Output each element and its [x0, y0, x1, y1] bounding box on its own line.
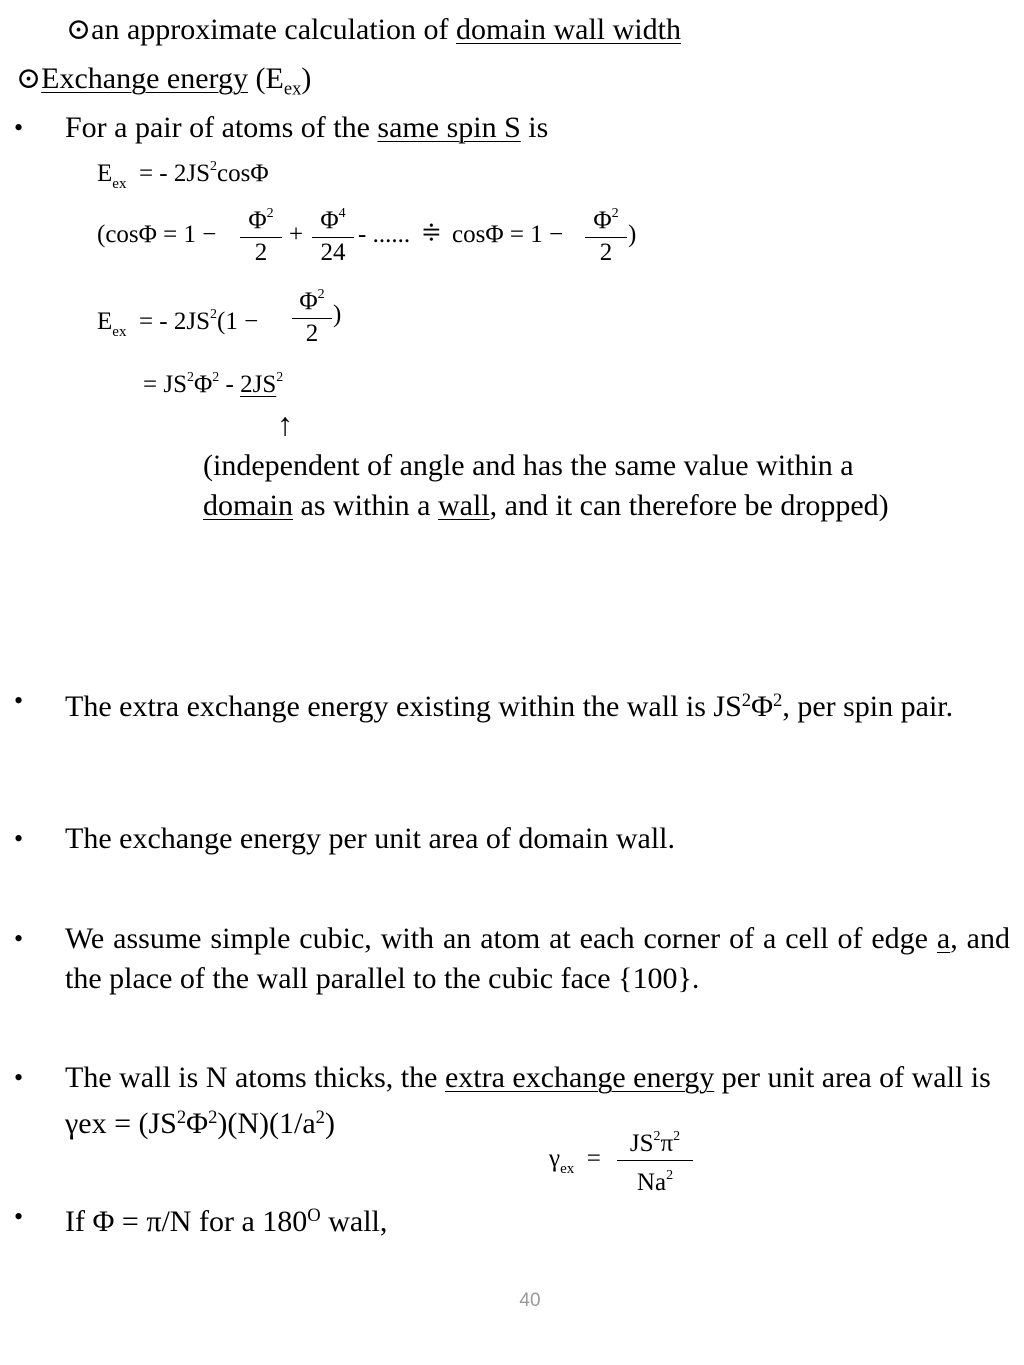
gamma-symbol: γ	[549, 1145, 561, 1172]
frac-denominator: Na	[636, 1169, 667, 1196]
eq-gamma-lhs	[549, 1144, 601, 1184]
text-segment: The extra exchange energy existing within the wall is JS	[65, 690, 742, 724]
bullet-marker: •	[14, 686, 24, 715]
underlined-text: extra exchange energy	[444, 1061, 715, 1094]
approx-equal-icon: ≑	[421, 219, 442, 246]
superscript: O	[307, 1205, 321, 1226]
eq-underlined-term: 2JS	[240, 371, 277, 398]
eq-rhs: = - 2JS	[138, 308, 211, 335]
underlined-text: a	[936, 922, 951, 955]
underlined-text: same spin S	[377, 111, 521, 144]
underlined-text: wall	[437, 489, 490, 522]
heading-paren-close: )	[301, 62, 312, 95]
frac-denominator: 2	[305, 320, 319, 347]
heading-underlined-text: domain wall width	[456, 13, 681, 46]
eq-close: )	[333, 301, 342, 328]
equation-exchange-simplified	[143, 363, 283, 400]
bullet-text-pair-of-atoms	[65, 109, 548, 147]
eq-rhs: = - 2JS	[138, 160, 211, 187]
fraction-phi4-over-24	[312, 200, 354, 267]
eq-dots: - ......	[358, 221, 411, 248]
bullet-text-extra-exchange	[65, 681, 1010, 727]
frac-numerator: Φ	[320, 207, 339, 234]
eq-open: (cosΦ = 1 −	[97, 221, 217, 248]
text-segment: We assume simple cubic, with an atom at each corner of a cell of edge	[65, 922, 937, 955]
fraction-bar	[292, 318, 332, 319]
frac-denominator: 2	[599, 239, 613, 266]
eq-superscript: 2	[212, 370, 220, 385]
bullet-marker: •	[14, 924, 24, 953]
text-segment: For a pair of atoms of the	[65, 111, 378, 144]
section-heading-exchange-energy	[16, 60, 311, 109]
section-heading-domain-wall-width	[66, 11, 681, 49]
text-segment: The wall is N atoms thicks, the	[65, 1061, 445, 1094]
eq-mid: cosΦ = 1 −	[452, 221, 564, 248]
text-segment: )	[324, 1107, 335, 1141]
frac-superscript: 2	[673, 1129, 681, 1144]
bullet-text-wall-thickness	[65, 1058, 1000, 1144]
superscript: 2	[741, 690, 752, 711]
fraction-bar	[240, 237, 282, 238]
frac-superscript: 2	[666, 1168, 674, 1183]
fraction-bar	[617, 1160, 693, 1161]
phi-symbol: Φ	[186, 1107, 209, 1141]
eq-superscript: 2	[210, 307, 218, 322]
circled-dot-icon: ⊙	[66, 13, 92, 46]
bullet-marker: •	[14, 1202, 24, 1231]
eq-close: )	[628, 221, 637, 248]
note-line-2	[203, 487, 889, 525]
note-line-1: (independent of angle and has the same value within a	[203, 449, 854, 482]
text-segment: , and the place of the wall parallel to the cubic face {100}.	[65, 922, 1010, 995]
text-segment: , and it can therefore be dropped)	[489, 489, 889, 522]
eq-lhs-rhs	[97, 300, 258, 347]
text-segment: per unit area of wall is γex = (JS	[65, 1061, 991, 1141]
eq-subscript: ex	[112, 324, 127, 340]
frac-superscript: 4	[338, 206, 346, 221]
text-segment: )(N)(1/a	[217, 1107, 316, 1141]
eq-text: = JS	[143, 371, 187, 398]
bullet-marker: •	[14, 1063, 24, 1092]
text-segment: wall,	[320, 1205, 388, 1239]
eq-minus: -	[225, 371, 234, 398]
superscript: 2	[315, 1107, 325, 1128]
eq-paren: (1 −	[217, 308, 259, 335]
frac-denominator: 2	[254, 239, 268, 266]
page-number: 40	[519, 1290, 541, 1311]
eq-rhs-tail: cosΦ	[217, 160, 269, 187]
underlined-text: domain	[203, 489, 293, 522]
bullet-marker: •	[14, 113, 24, 142]
bullet-marker: •	[14, 824, 24, 853]
superscript: 2	[773, 690, 783, 711]
heading-subscript: ex	[283, 78, 302, 100]
superscript: 2	[176, 1107, 187, 1128]
heading-underlined-text: Exchange energy	[41, 62, 248, 95]
circled-dot-icon: ⊙	[16, 62, 42, 95]
eq-subscript: ex	[112, 176, 127, 192]
eq-phi: Φ	[193, 371, 213, 398]
fraction-bar	[312, 237, 354, 238]
eq-superscript: 2	[210, 159, 218, 174]
heading-paren-open: (E	[248, 62, 284, 95]
eq-lhs: E	[97, 160, 113, 187]
frac-numerator: JS	[629, 1130, 654, 1157]
text-segment: , per spin pair.	[782, 690, 954, 724]
fraction-bar	[585, 237, 627, 238]
phi-symbol: Φ	[751, 690, 774, 724]
fraction-phi2-over-2	[240, 200, 282, 267]
superscript: 2	[208, 1107, 218, 1128]
frac-superscript: 2	[266, 206, 274, 221]
fraction-js2pi2-over-na2	[617, 1123, 693, 1197]
heading-prefix: an approximate calculation of	[91, 13, 456, 46]
frac-superscript: 2	[611, 206, 619, 221]
eq-superscript: 2	[276, 370, 284, 385]
frac-denominator: 24	[320, 239, 346, 266]
bullet-text-simple-cubic	[65, 919, 1010, 999]
eq-plus: +	[289, 221, 304, 248]
bullet-text-per-unit-area: The exchange energy per unit area of domain wall.	[65, 822, 676, 855]
equation-exchange-energy	[97, 152, 269, 199]
frac-numerator: Φ	[593, 207, 612, 234]
pi-symbol: π	[660, 1130, 674, 1157]
eq-superscript: 2	[186, 370, 194, 385]
fraction-phi2-over-2	[585, 200, 627, 267]
text-segment: as within a	[293, 489, 438, 522]
eq-subscript: ex	[560, 1161, 575, 1177]
frac-superscript: 2	[653, 1129, 661, 1144]
eq-lhs: E	[97, 308, 113, 335]
frac-superscript: 2	[317, 287, 325, 302]
bullet-text-180-wall	[65, 1197, 387, 1241]
frac-numerator: Φ	[299, 288, 318, 315]
text-segment: If Φ = π/N for a 180	[65, 1205, 308, 1239]
eq-equals: =	[586, 1145, 601, 1172]
up-arrow-icon: ↑	[277, 406, 293, 442]
text-segment: is	[520, 111, 549, 144]
fraction-phi2-over-2	[292, 281, 332, 348]
frac-numerator: Φ	[248, 207, 267, 234]
